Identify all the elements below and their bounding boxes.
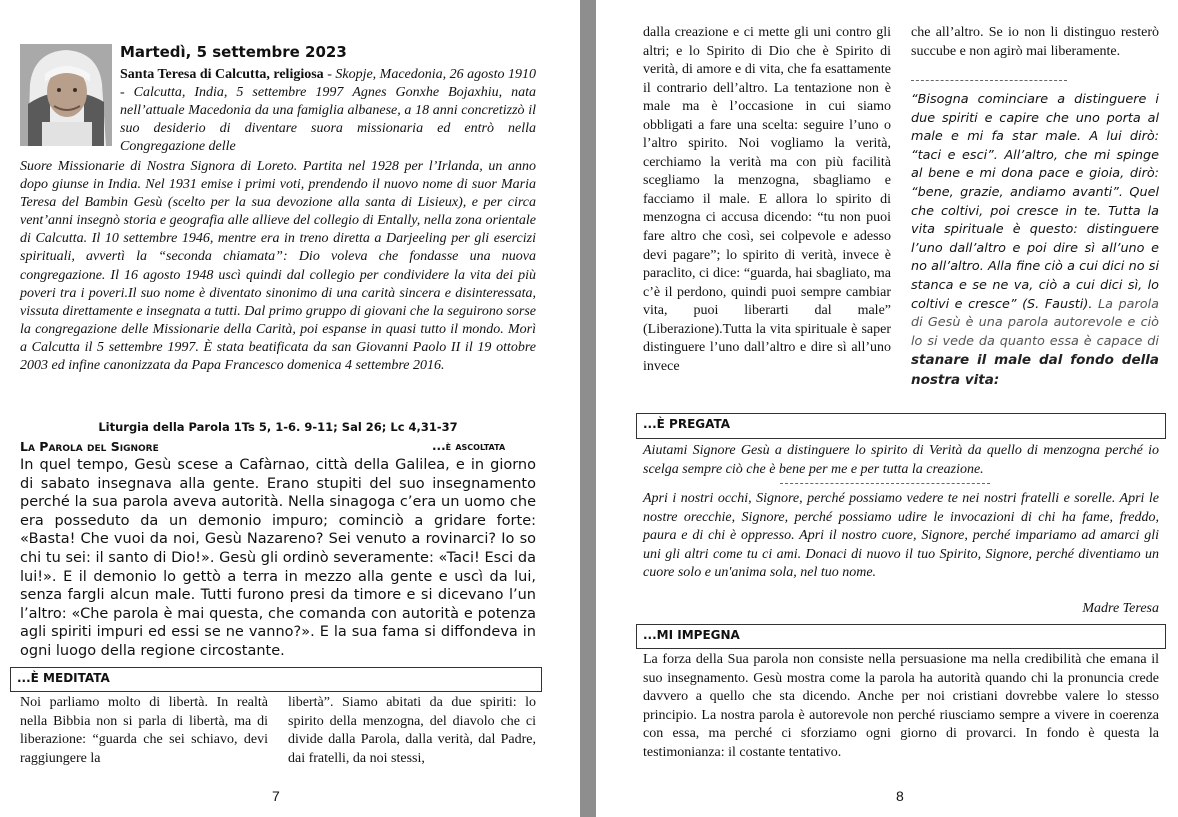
saint-dates: - Skopje, Macedonia, 26 agosto 1910 - Calcutta, India, 5 settembre 1997 bbox=[120, 67, 537, 100]
meditation-column-1: Noi parliamo molto di libertà. In realtà nella Bibbia non si parla di libertà, ma di liberazione: “guarda che sei schiavo, devi raggiungere la bbox=[20, 695, 268, 766]
prayed-heading: ...È PREGATA bbox=[636, 413, 1166, 439]
committed-heading: ...MI IMPEGNA bbox=[636, 624, 1166, 649]
meditated-heading: ...È MEDITATA bbox=[10, 667, 542, 692]
page-gutter bbox=[580, 0, 596, 817]
page-number-7: 7 bbox=[272, 788, 280, 804]
commitment-text: La forza della Sua parola non consiste nella persuasione ma nella credibilità che emana il suo insegnamento. Gesù mostra come la parola ha autorità quando chi la pronuncia crede davvero a quello che sta dicendo. Anche per noi cristiani dovrebbe valere lo stesso principio. La nostra parola è autorevole non perché riusciamo sempre a vivere in coerenza con essa, ma perché ci sforziamo ogni giorno di provarci. In fondo è questa la testimonianza: il costante tentativo. bbox=[643, 652, 1159, 760]
separator-line-2 bbox=[780, 483, 990, 484]
meditation-column-3: dalla creazione e ci mette gli uni contro gli altri; e lo Spirito di Dio che è Spirito di verità, di amore e di vita, che fa esattamente il contrario dell’altro. La tentazione non è male ma è l’occasione in cui siamo obbligati a fare una scelta: seguire l’uno o l’altro spirito. Noi vogliamo la verità, cerchiamo la verità ma con più facilità scegliamo la menzogna, sbagliamo e facciamo il male. E allora lo spirito di menzogna ci accusa dicendo: “tu non puoi fare altro che così, sei colpevole e adesso devi pagare”; lo spirito di verità, invece è paraclito, ci dice: “guarda, hai sbagliato, ma c’è il perdono, quindi puoi sempre cambiar vita, puoi liberarti dal male” (Liberazione).Tutta la vita spirituale è saper distinguere l’uno dall’altro e dire sì all’uno invece bbox=[643, 25, 891, 374]
quote-bold: stanare il male dal fondo della nostra vita: bbox=[911, 352, 1159, 388]
prayer-author: Madre Teresa bbox=[1082, 601, 1159, 616]
separator-line bbox=[911, 80, 1067, 81]
prayer-2: Apri i nostri occhi, Signore, perché possiamo vedere te nei nostri fratelli e sorelle. Apri le nostre orecchie, Signore, perché possiamo udire le invocazioni di chi ha fame, freddo, paura e di chi è oppresso. Apri il nostro cuore, Signore, perché impariamo ad amarci gli uni gli altri come tu ci ami. Donaci di nuovo il tuo Spirito, Signore, perché diventiamo un cuore solo e un'anima sola, nel tuo nome. bbox=[643, 491, 1159, 580]
gospel-text: In quel tempo, Gesù scese a Cafàrnao, città della Galilea, e in giorno di sabato insegnava alla gente. Erano stupiti del suo insegnamento perché la sua parola aveva autorità. Nella sinagoga c’era un uomo che era posseduto da un demonio impuro; cominciò a gridare forte: «Basta! Che vuoi da noi, Gesù Nazareno? Sei venuto a rovinarci? Io so chi tu sei: il santo di Dio!». Gesù gli ordinò severamente: «Taci! Esci da lui!». E il demonio lo gettò a terra in mezzo alla gente e uscì da lui, senza fargli alcun male. Tutti furono presi da timore e si dicevano l’un l’altro: «Che parola è mai questa, che comanda con autorità e potenza agli spiriti impuri ed essi se ne vanno?». E la sua fama si diffondeva in ogni luogo della regione circostante. bbox=[20, 457, 536, 659]
page-number-8: 8 bbox=[896, 788, 904, 804]
quote-tail: La parola di Gesù è una parola autorevole e ciò lo si vede da quanto essa è capace di bbox=[911, 296, 1159, 349]
saint-bio-intro: Agnes Gonxhe Bojaxhiu, nata nell’attuale Macedonia da una famiglia albanese, a 18 anni concretizzò il suo desiderio di diventare suora missionaria ed entrò nella Congregazione delle bbox=[120, 85, 537, 154]
mother-teresa-portrait bbox=[20, 44, 112, 146]
quote-block bbox=[911, 91, 1159, 391]
page-date: Martedì, 5 settembre 2023 bbox=[120, 43, 347, 61]
meditation-column-4: che all’altro. Se io non li distinguo resterò succube e non agirò mai liberamente. bbox=[911, 25, 1159, 59]
fausti-quote: “Bisogna cominciare a distinguere i due spiriti e capire che uno porta al male e mi fa star male. A lui dirò: “taci e esci”. All’altro, che mi spinge al bene e mi dona pace e gioia, dirò: “bene, grazie, andiamo avanti”. Quel che coltivi, poi cresce in te. Tutta la vita spirituale è questo: distinguere l’uno dall’altro e poi dire sì all’uno e no all’altro. Alla fine ciò a cui dici no si stanca e se ne va, ciò a cui dici sì, lo coltivi e cresce” (S. Fausti). bbox=[911, 92, 1159, 312]
saint-header bbox=[120, 66, 536, 156]
saint-name: Santa Teresa di Calcutta, religiosa bbox=[120, 67, 324, 82]
page-7 bbox=[0, 0, 580, 817]
liturgy-reference: Liturgia della Parola 1Ts 5, 1-6. 9-11; Sal 26; Lc 4,31-37 bbox=[98, 420, 458, 434]
meditation-column-2: libertà”. Siamo abitati da due spiriti: lo spirito della menzogna, del diavolo che ci divide dalla Parola, dalla verità, dal Padre, dai fratelli, da noi stessi, bbox=[288, 695, 536, 766]
saint-bio: Suore Missionarie di Nostra Signora di Loreto. Partita nel 1928 per l’Irlanda, un anno dopo giunse in India. Nel 1931 emise i primi voti, prendendo il nuovo nome di suor Maria Teresa del Bambin Gesù (scelto per la sua devozione alla santa di Lisieux), e per circa vent’anni insegnò storia e geografia alle allieve del collegio di Entally, nella zona orientale di Calcutta. Il 10 settembre 1946, mentre era in treno diretta a Darjeeling per gli esercizi spirituali, avvertì la “seconda chiamata”: Dio voleva che fondasse una nuova congregazione. Il 16 agosto 1948 uscì quindi dal collegio per condividere la vita dei più poveri tra i poveri.Il suo nome è diventato sinonimo di una carità sincera e disinteressata, vissuta direttamente e insegnata a tutti. Dal primo gruppo di giovani che la seguirono sorse la congregazione delle Missionarie della Carità, poi espanse in quasi tutto il mondo. Morì a Calcutta il 5 settembre 1997. È stata beatificata da san Giovanni Paolo II il 19 ottobre 2003 ed infine canonizzata da Papa Francesco domenica 4 settembre 2016. bbox=[20, 159, 536, 374]
word-heading: La Parola del Signore bbox=[20, 439, 159, 454]
word-subheading: ...è ascoltata bbox=[432, 439, 506, 453]
page-8 bbox=[596, 0, 1178, 817]
prayer-1: Aiutami Signore Gesù a distinguere lo spirito di Verità da quello di menzogna perché io scelga sempre ciò che è bene per me e per tutta la creazione. bbox=[643, 443, 1159, 477]
